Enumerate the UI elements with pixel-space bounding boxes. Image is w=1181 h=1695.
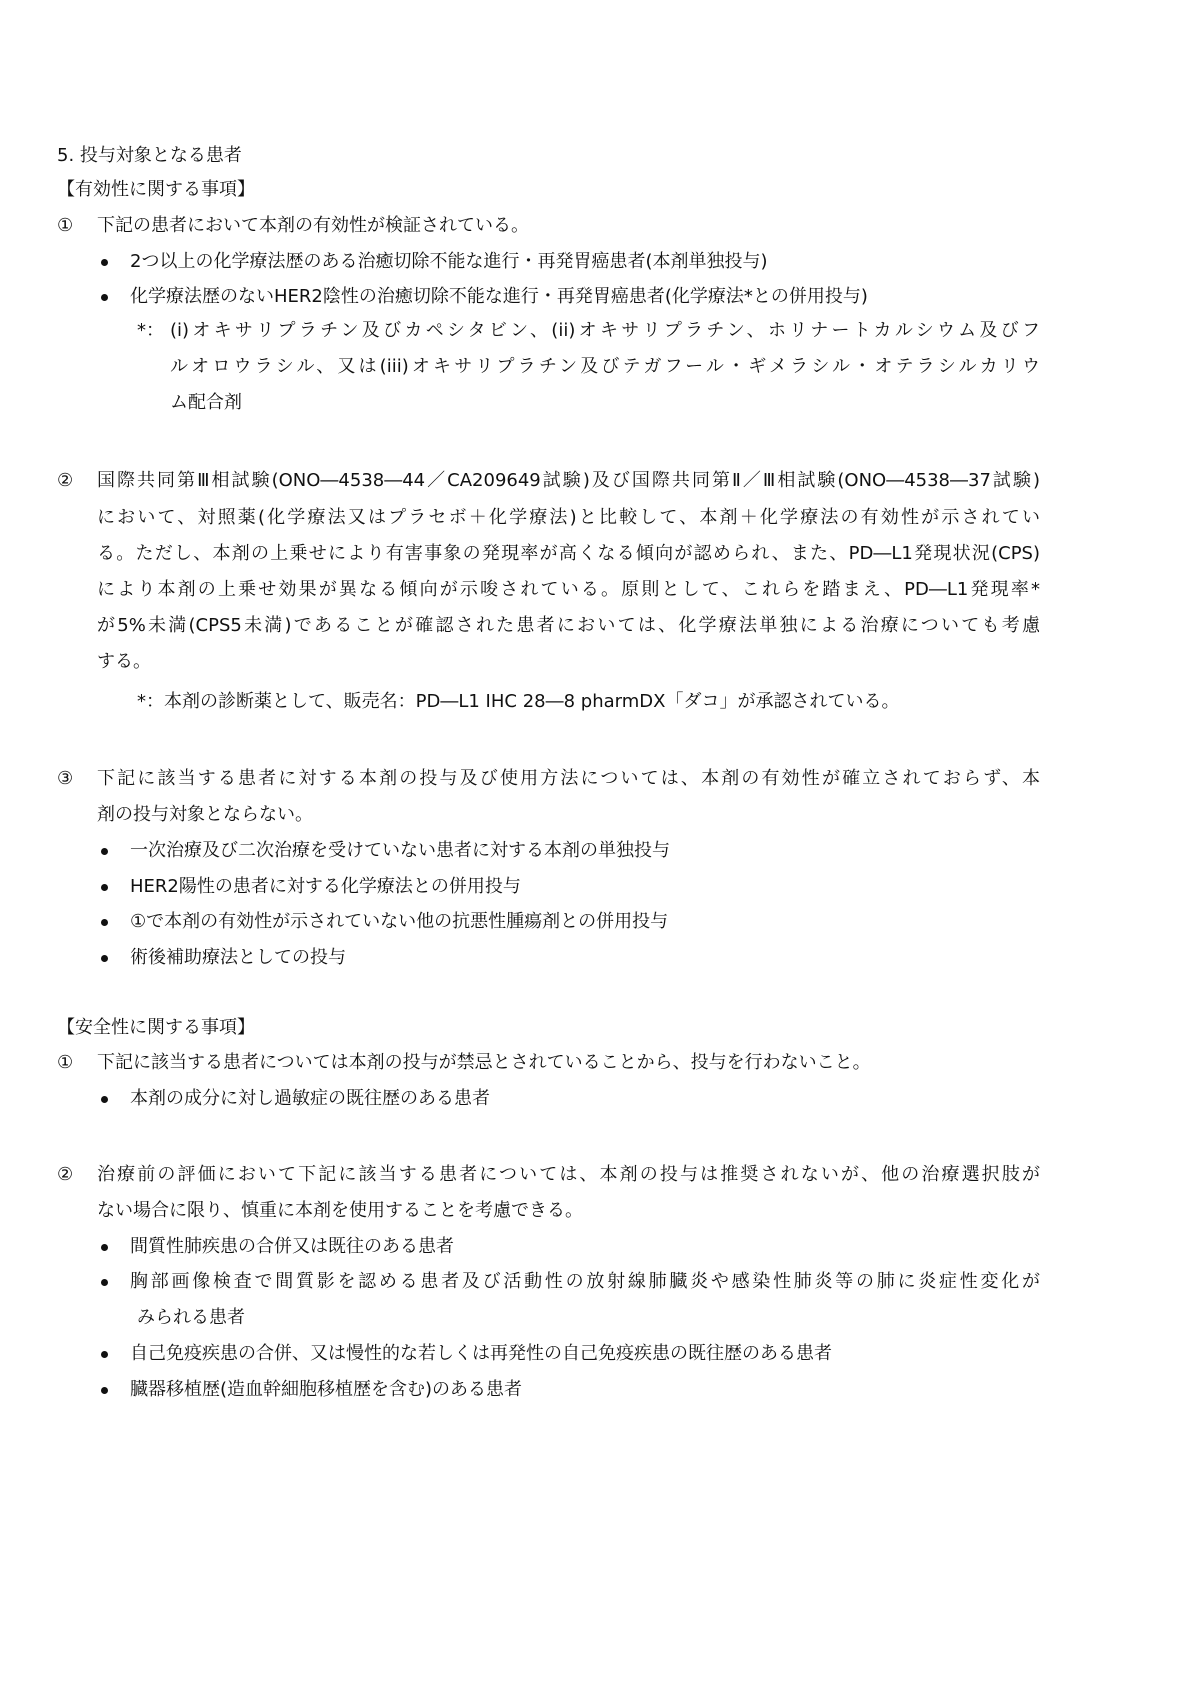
note-line: (i)オキサリプラチン及びカペシタビン、(ii)オキサリプラチン、ホリナートカルシウム及びフ — [170, 320, 1040, 341]
list-item: 胸部画像検査で間質影を認める患者及び活動性の放射線肺臓炎や感染性肺炎等の肺に炎症性変化が — [130, 1271, 1040, 1292]
bullet-icon — [101, 919, 108, 926]
paragraph-line: において、対照薬(化学療法又はプラセボ＋化学療法)と比較して、本剤＋化学療法の有効性が示されてい — [97, 507, 1040, 528]
paragraph-line: 治療前の評価において下記に該当する患者については、本剤の投与は推奨されないが、他の治療選択肢が — [97, 1164, 1040, 1185]
safety-title: 【安全性に関する事項】 — [57, 1017, 255, 1038]
paragraph-line: 下記に該当する患者に対する本剤の投与及び使用方法については、本剤の有効性が確立されておらず、本 — [97, 768, 1040, 789]
footnote: *：本剤の診断薬として、販売名：PD―L1 IHC 28―8 pharmDX「ダコ」が承認されている。 — [137, 691, 900, 712]
list-item: 一次治療及び二次治療を受けていない患者に対する本剤の単独投与 — [130, 840, 670, 861]
list-item: 2つ以上の化学療法歴のある治癒切除不能な進行・再発胃癌患者(本剤単独投与) — [130, 251, 768, 272]
list-item: 化学療法歴のないHER2陰性の治癒切除不能な進行・再発胃癌患者(化学療法*との併用投与) — [130, 286, 868, 307]
paragraph-line: により本剤の上乗せ効果が異なる傾向が示唆されている。原則として、これらを踏まえ、PD―L1発現率* — [97, 579, 1040, 600]
list-item: 術後補助療法としての投与 — [130, 947, 346, 968]
bullet-icon — [101, 955, 108, 962]
paragraph-line: が5%未満(CPS5未満)であることが確認された患者においては、化学療法単独による治療についても考慮 — [97, 615, 1040, 636]
bullet-icon — [101, 259, 108, 266]
paragraph-line: 国際共同第Ⅲ相試験(ONO―4538―44／CA209649試験)及び国際共同第Ⅱ／Ⅲ相試験(ONO―4538―37試験) — [97, 470, 1040, 491]
paragraph-line: する。 — [97, 651, 151, 672]
bullet-icon — [101, 884, 108, 891]
paragraph-line: 剤の投与対象とならない。 — [97, 804, 313, 825]
note-line: ルオロウラシル、又は(iii)オキサリプラチン及びテガフール・ギメラシル・オテラシルカリウ — [170, 356, 1040, 377]
bullet-icon — [101, 848, 108, 855]
item-number: ① — [57, 215, 74, 236]
bullet-icon — [101, 1244, 108, 1251]
paragraph-line: ない場合に限り、慎重に本剤を使用することを考慮できる。 — [97, 1200, 583, 1221]
bullet-icon — [101, 1351, 108, 1358]
item-number: ③ — [57, 768, 74, 789]
item-number: ② — [57, 470, 74, 491]
list-item: 本剤の成分に対し過敏症の既往歴のある患者 — [130, 1088, 490, 1109]
note-mark: *： — [137, 320, 164, 341]
item-number: ② — [57, 1164, 74, 1185]
list-item: 臓器移植歴(造血幹細胞移植歴を含む)のある患者 — [130, 1379, 523, 1400]
item-text: 下記の患者において本剤の有効性が検証されている。 — [97, 215, 529, 236]
section-heading: 5. 投与対象となる患者 — [57, 145, 242, 166]
list-item-continuation: みられる患者 — [137, 1307, 245, 1328]
bullet-icon — [101, 1096, 108, 1103]
bullet-icon — [101, 294, 108, 301]
item-text: 下記に該当する患者については本剤の投与が禁忌とされていることから、投与を行わないこと。 — [97, 1052, 871, 1073]
list-item: 自己免疫疾患の合併、又は慢性的な若しくは再発性の自己免疫疾患の既往歴のある患者 — [130, 1343, 832, 1364]
bullet-icon — [101, 1387, 108, 1394]
list-item: ①で本剤の有効性が示されていない他の抗悪性腫瘍剤との併用投与 — [130, 911, 669, 932]
efficacy-title: 【有効性に関する事項】 — [57, 179, 255, 200]
list-item: 間質性肺疾患の合併又は既往のある患者 — [130, 1236, 454, 1257]
item-number: ① — [57, 1052, 74, 1073]
list-item: HER2陽性の患者に対する化学療法との併用投与 — [130, 876, 521, 897]
bullet-icon — [101, 1279, 108, 1286]
note-line: ム配合剤 — [170, 392, 242, 413]
paragraph-line: る。ただし、本剤の上乗せにより有害事象の発現率が高くなる傾向が認められ、また、PD―L1発現状況(CPS) — [97, 543, 1040, 564]
